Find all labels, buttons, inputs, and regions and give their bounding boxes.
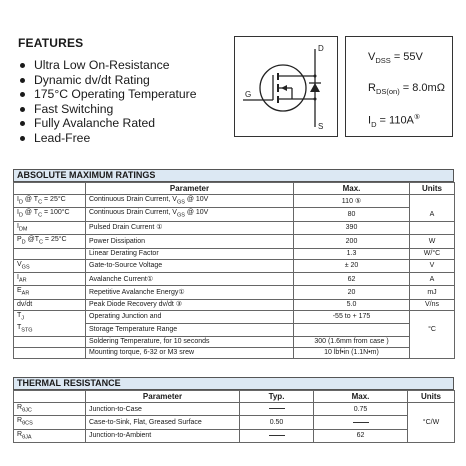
parameter-cell: Soldering Temperature, for 10 seconds [86,336,294,347]
units-cell: V [410,259,455,272]
symbol-cell: $I_{AR}$ [14,272,86,285]
table-row [14,336,455,347]
table-row [14,347,455,358]
max-cell: 110 ⑤ [294,195,410,208]
table-row [14,272,455,285]
dash-icon [269,435,285,436]
symbol-cell [14,248,86,259]
abs-max-title: ABSOLUTE MAXIMUM RATINGS [13,169,454,182]
mosfet-symbol-box [234,36,338,137]
units-cell: °C [410,323,455,336]
table-row [14,429,455,442]
typ-cell: 0.50 [240,416,314,429]
symbol-cell: $R_{\theta JC}$ [14,403,86,416]
max-cell: 62 [294,272,410,285]
symbol-cell: $T_J$ [14,310,86,323]
col-max: Max. [294,183,410,195]
symbol-cell: $T_{STG}$ [14,323,86,336]
parameter-cell: Mounting torque, 6-32 or M3 srew [86,347,294,358]
col-units: Units [408,391,455,403]
dash-icon [269,408,285,409]
max-cell: 62 [314,429,408,442]
symbol-cell: $R_{\theta JA}$ [14,429,86,442]
features-list [18,58,233,146]
feature-item: 175°C Operating Temperature [18,87,233,102]
parameter-cell: Case-to-Sink, Flat, Greased Surface [86,416,240,429]
parameter-cell: Junction-to-Case [86,403,240,416]
drain-label: D [318,44,324,53]
parameter-cell: Storage Temperature Range [86,323,294,336]
thermal-title: THERMAL RESISTANCE [13,377,454,390]
gate-label: G [245,90,252,99]
table-row [14,323,455,336]
features-section [18,36,233,146]
mosfet-symbol-icon [235,37,337,136]
parameter-cell: Peak Diode Recovery dv/dt ③ [86,299,294,310]
units-cell: V/ns [410,299,455,310]
feature-item: Fully Avalanche Rated [18,116,233,131]
units-cell: mJ [410,286,455,299]
units-cell: °C/W [408,416,455,429]
max-cell: 10 lbf•in (1.1N•m) [294,347,410,358]
max-cell: 20 [294,286,410,299]
max-cell [314,416,408,429]
units-cell [410,221,455,234]
units-cell: A [410,208,455,221]
table-row [14,310,455,323]
table-row [14,248,455,259]
symbol-cell: $P_D$ $@T_C = 25^\circ C$ [14,235,86,248]
col-units: Units [410,183,455,195]
parameter-cell: Pulsed Drain Current ① [86,221,294,234]
features-title: FEATURES [18,36,84,50]
spec-rds-on: $R_{DS(on)} = 8.0m\Omega$ [368,82,445,97]
units-cell: A [410,272,455,285]
feature-item: Dynamic dv/dt Rating [18,73,233,88]
table-row [14,299,455,310]
symbol-cell: $I_{DM}$ [14,221,86,234]
table-row [14,235,455,248]
max-cell: 0.75 [314,403,408,416]
units-cell: W/°C [410,248,455,259]
parameter-cell: Continuous Drain Current, $V_{GS}$ @ 10V [86,195,294,208]
col-max: Max. [314,391,408,403]
key-specs-box [345,36,453,137]
parameter-cell: Operating Junction and [86,310,294,323]
absolute-max-ratings [13,169,454,359]
symbol-cell: $I_D$ @ $T_C = 25^\circ C$ [14,195,86,208]
table-row [14,195,455,208]
table-row [14,403,455,416]
symbol-cell: dv/dt [14,299,86,310]
table-row [14,221,455,234]
col-parameter: Parameter [86,183,294,195]
table-row [14,416,455,429]
dash-icon [353,422,369,423]
table-row [14,208,455,221]
parameter-cell: Continuous Drain Current, $V_{GS}$ @ 10V [86,208,294,221]
max-cell: 300 (1.6mm from case ) [294,336,410,347]
feature-item: Ultra Low On-Resistance [18,58,233,73]
thermal-table [13,390,455,443]
parameter-cell: Gate-to-Source Voltage [86,259,294,272]
parameter-cell: Junction-to-Ambient [86,429,240,442]
table-header-row [14,391,455,403]
units-cell: W [410,235,455,248]
col-typ: Typ. [240,391,314,403]
max-cell: 5.0 [294,299,410,310]
table-header-row [14,183,455,195]
table-row [14,286,455,299]
max-cell: 200 [294,235,410,248]
source-label: S [318,122,324,131]
abs-max-table [13,182,455,359]
max-cell: 1.3 [294,248,410,259]
max-cell: -55 to + 175 [294,310,410,323]
spec-vdss: $V_{DSS} = 55V$ [368,51,423,66]
feature-item: Lead-Free [18,131,233,146]
parameter-cell: Power Dissipation [86,235,294,248]
max-cell: ± 20 [294,259,410,272]
symbol-cell: $I_D$ @ $T_C = 100^\circ C$ [14,208,86,221]
col-parameter: Parameter [86,391,240,403]
typ-cell [240,403,314,416]
typ-cell [240,429,314,442]
symbol-cell: $E_{AR}$ [14,286,86,299]
parameter-cell: Linear Derating Factor [86,248,294,259]
symbol-cell: $R_{\theta CS}$ [14,416,86,429]
feature-item: Fast Switching [18,102,233,117]
units-cell [410,195,455,208]
symbol-cell: $V_{GS}$ [14,259,86,272]
table-row [14,259,455,272]
max-cell: 390 [294,221,410,234]
parameter-cell: Repetitive Avalanche Energy① [86,286,294,299]
parameter-cell: Avalanche Current① [86,272,294,285]
thermal-resistance [13,377,454,443]
spec-id: $I_D = 110A^⑤$ [368,114,421,129]
max-cell: 80 [294,208,410,221]
